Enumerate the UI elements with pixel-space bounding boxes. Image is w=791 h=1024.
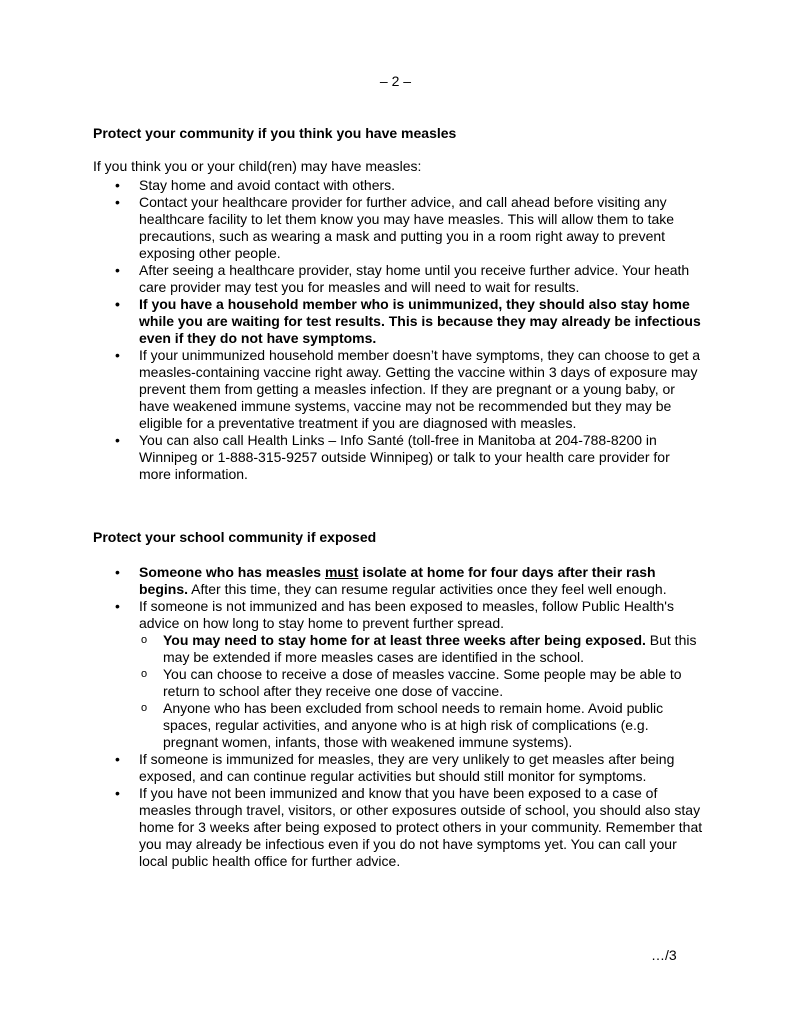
section-heading-school: Protect your school community if exposed (93, 529, 377, 545)
sub-item-bold: You may need to stay home for at least three weeks after being exposed. (163, 632, 646, 648)
list-item (93, 564, 703, 598)
list-item-bold: • If you have a household member who is unimmunized, they should also stay home while you are waiting for test results. This is because they may already be infectious even if they do not have symptoms. (93, 296, 703, 347)
page-number: – 2 – (379, 73, 412, 89)
list-item: • Contact your healthcare provider for further advice, and call ahead before visiting any healthcare facility to let them know you may have measles. This will allow them to take precautions, such as wearing a mask and putting you in a room right away to prevent exposing other people. (93, 194, 703, 262)
isolation-text-b: isolate at home for four days after their rash begins. (139, 564, 656, 597)
sub-item-rest: But this may be extended if more measles cases are identified in the school. (163, 632, 697, 665)
bullet-list-community (93, 177, 703, 483)
section-heading-community: Protect your community if you think you have measles (93, 125, 457, 141)
list-item: • If your unimmunized household member doesn’t have symptoms, they can choose to get a measles-containing vaccine right away. Getting the vaccine within 3 days of exposure may prevent them from getting a measles infection. If they are pregnant or a young baby, or have weakened immune systems, vaccine may not be recommended but they may be eligible for a preventative treatment if you are diagnosed with measles. (93, 347, 703, 432)
sub-list-item: o Anyone who has been excluded from school needs to remain home. Avoid public spaces, regular activities, and anyone who is at high risk of complications (e.g. pregnant women, infants, those with weakened immune systems). (139, 700, 703, 751)
exposure-text: If someone is not immunized and has been exposed to measles, follow Public Health's advice on how long to stay home to prevent further spread. (139, 598, 674, 631)
list-item (93, 598, 703, 751)
continued-marker: …/3 (651, 947, 677, 963)
sub-list-item (139, 632, 703, 666)
isolation-text-rest: After this time, they can resume regular activities once they feel well enough. (188, 581, 667, 597)
section-intro: If you think you or your child(ren) may have measles: (93, 158, 422, 174)
list-item: • After seeing a healthcare provider, stay home until you receive further advice. Your heath care provider may test you for measles and will need to wait for results. (93, 262, 703, 296)
isolation-text-must: must (324, 564, 359, 580)
list-item: • Stay home and avoid contact with others. (93, 177, 703, 194)
list-item: • If someone is immunized for measles, they are very unlikely to get measles after being exposed, and can continue regular activities but should still monitor for symptoms. (93, 751, 703, 785)
sub-list (139, 632, 703, 751)
sub-list-item: o You can choose to receive a dose of measles vaccine. Some people may be able to return to school after they receive one dose of vaccine. (139, 666, 703, 700)
isolation-text-a: Someone who has measles (139, 564, 325, 580)
list-item: • If you have not been immunized and know that you have been exposed to a case of measles through travel, visitors, or other exposures outside of school, you should also stay home for 3 weeks after being exposed to protect others in your community. Remember that you may already be infectious even if you do not have symptoms yet. You can call your local public health office for further advice. (93, 785, 703, 870)
bullet-list-school (93, 564, 703, 870)
list-item: • You can also call Health Links – Info Santé (toll-free in Manitoba at 204-788-8200 in Winnipeg or 1-888-315-9257 outside Winnipeg) or talk to your health care provider for more information. (93, 432, 703, 483)
